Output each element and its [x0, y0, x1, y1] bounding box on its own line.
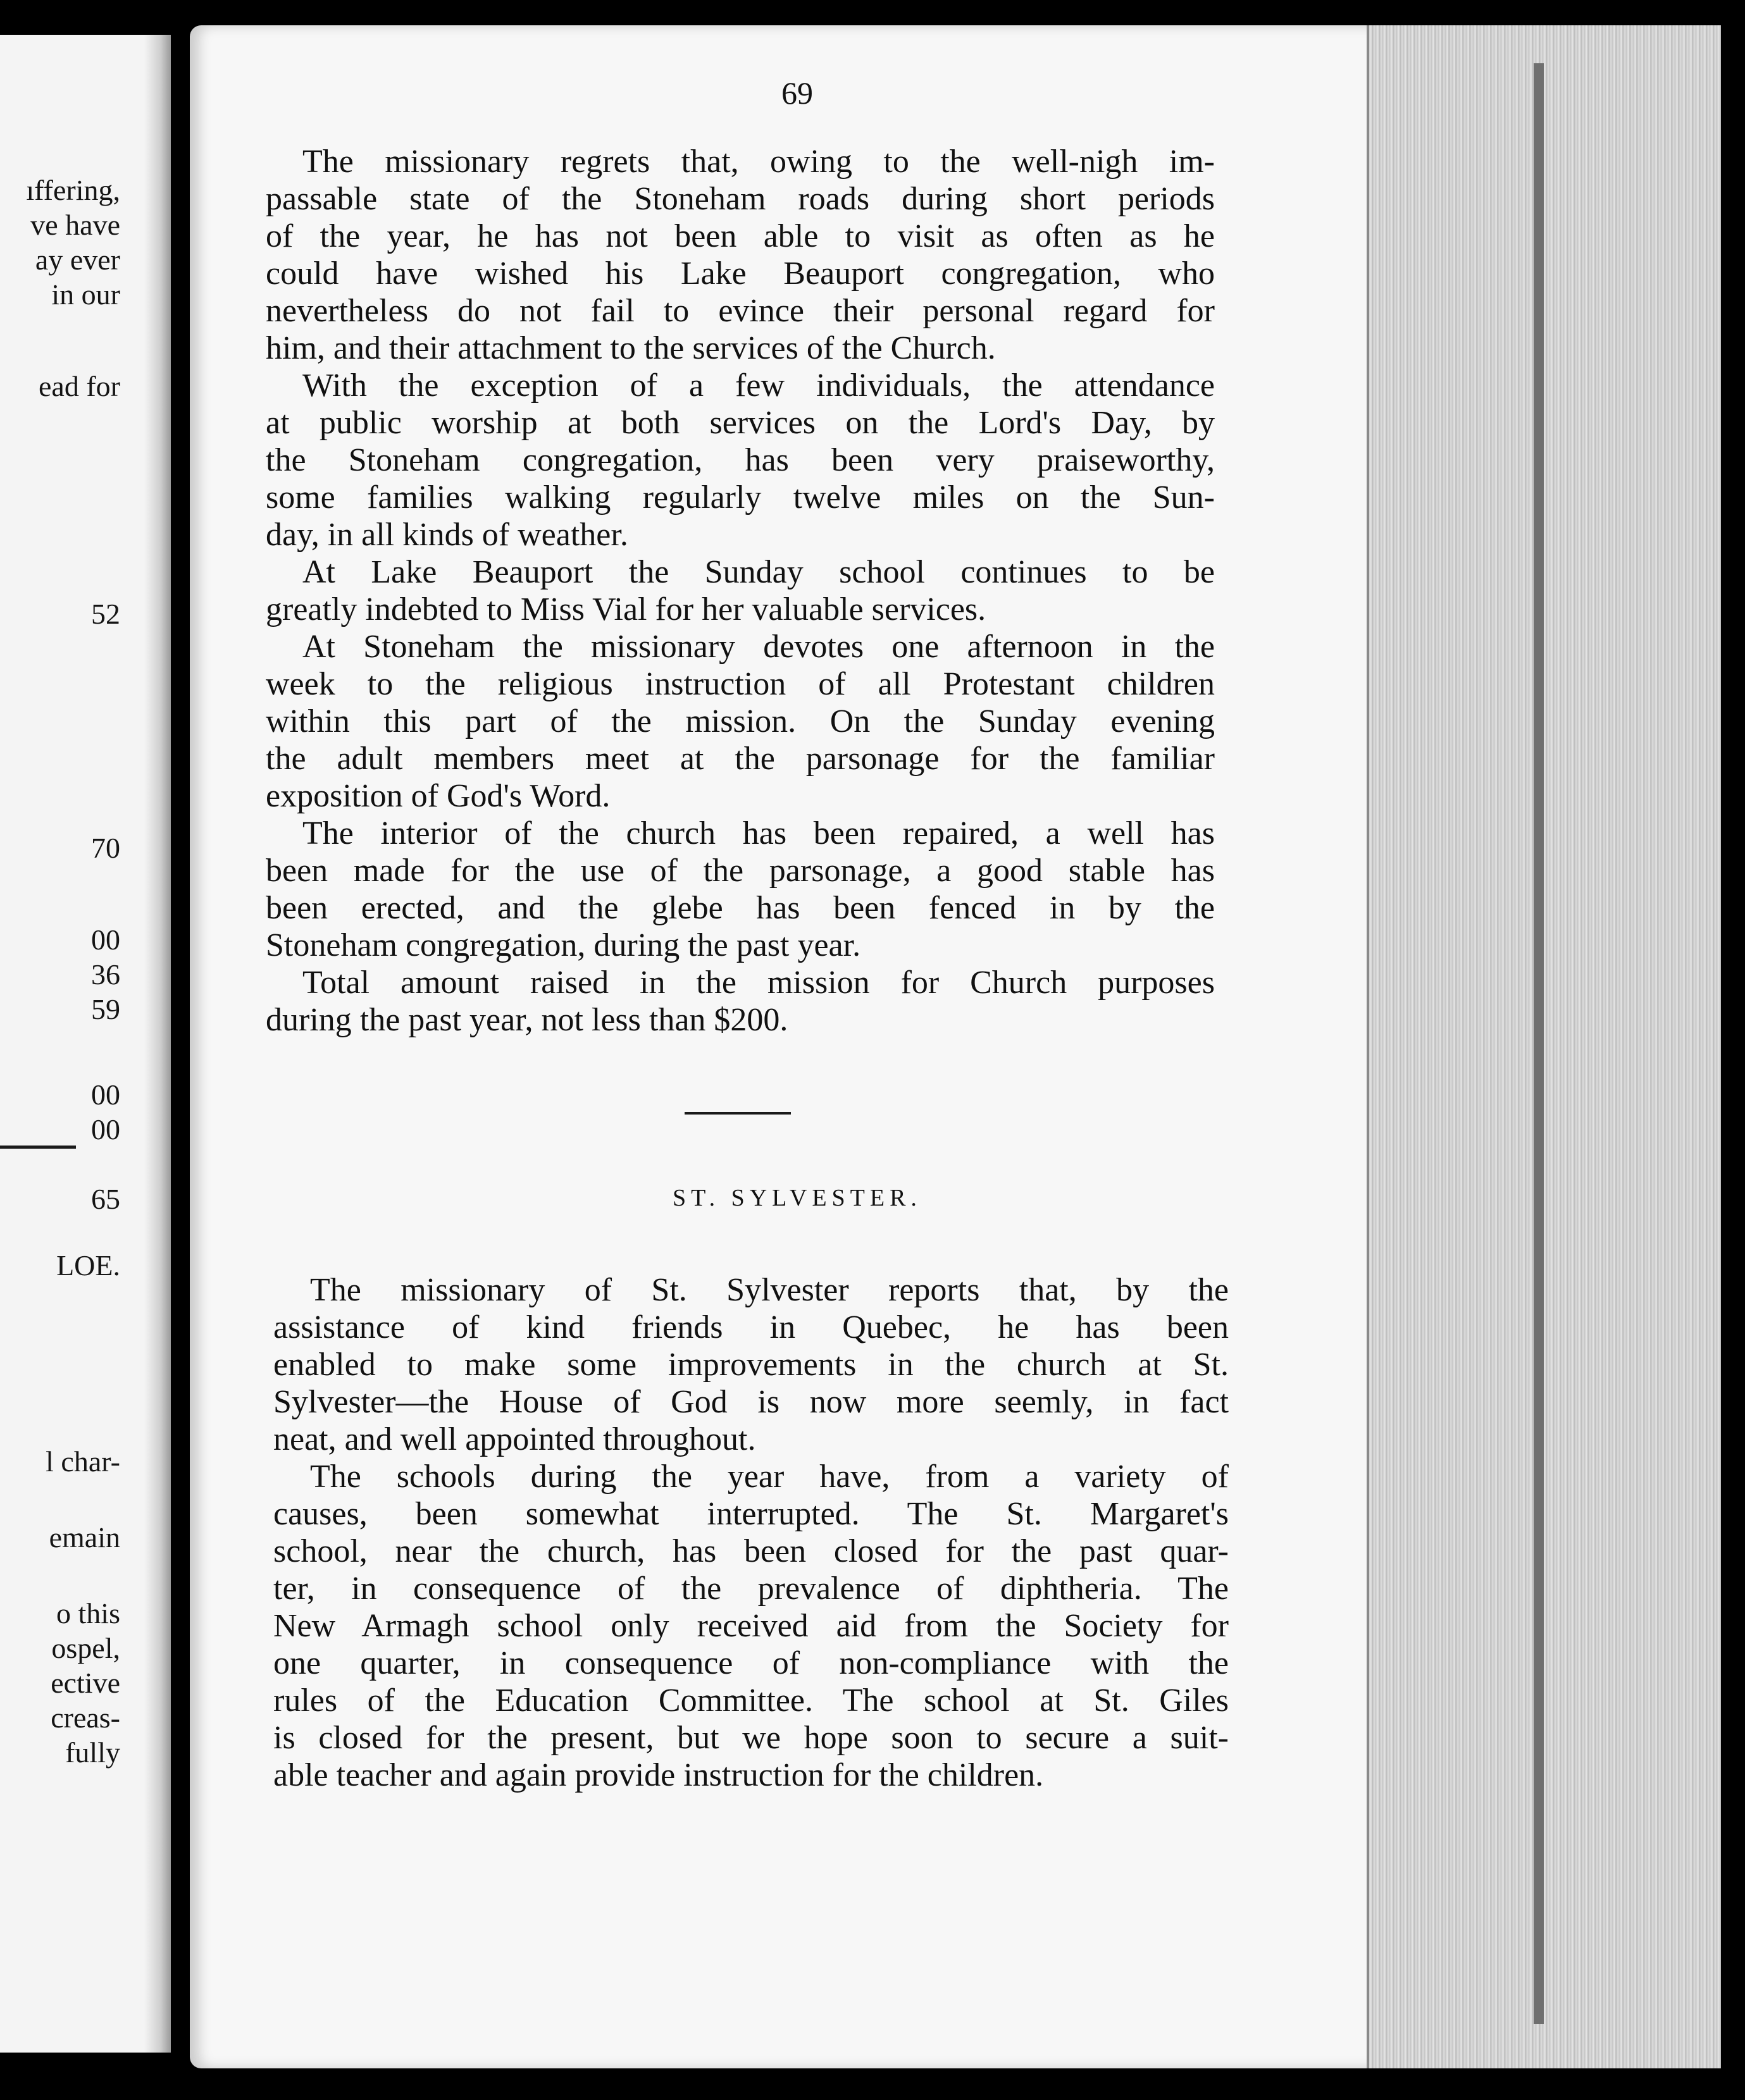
text-line: With the exception of a few individuals, the attendance: [302, 368, 1215, 404]
text-line: school, near the church, has been closed for the past quar-: [273, 1533, 1229, 1569]
text-line: could have wished his Lake Beauport congregation, who: [266, 256, 1215, 292]
text-line: Total amount raised in the mission for Church purposes: [302, 965, 1215, 1001]
left-page-text-fragment: o this: [56, 1597, 120, 1629]
text-line: The schools during the year have, from a variety of: [310, 1459, 1229, 1495]
text-line: some families walking regularly twelve miles on the Sun-: [266, 479, 1215, 516]
paragraph: [266, 628, 1215, 815]
paragraph: [266, 815, 1215, 964]
left-page-rule: [0, 1146, 76, 1149]
left-page-text-fragment: in our: [51, 278, 120, 311]
left-page-text-fragment: emain: [49, 1521, 120, 1553]
section-two-text: [273, 1271, 1229, 1794]
text-line: during the past year, not less than $200.: [266, 1002, 788, 1038]
text-line: passable state of the Stoneham roads during short periods: [266, 181, 1215, 217]
text-line: greatly indebted to Miss Vial for her valuable services.: [266, 591, 986, 627]
left-page-text-fragment: 70: [91, 832, 120, 864]
text-line: At Lake Beauport the Sunday school continues to be: [302, 554, 1215, 590]
page-number: 69: [781, 75, 813, 111]
left-page-text-fragment: l char-: [46, 1445, 120, 1478]
left-page-text-fragment: creas-: [51, 1702, 120, 1734]
left-page-text-fragment: 00: [91, 1078, 120, 1111]
text-line: been made for the use of the parsonage, a good stable has: [266, 853, 1215, 889]
left-gutter-shadow: [144, 35, 171, 2053]
text-line: assistance of kind friends in Quebec, he has been: [273, 1309, 1229, 1345]
text-line: within this part of the mission. On the Sunday evening: [266, 703, 1215, 739]
text-line: him, and their attachment to the services of the Church.: [266, 330, 996, 366]
paragraph: [266, 367, 1215, 553]
text-line: is closed for the present, but we hope soon to secure a suit-: [273, 1720, 1229, 1756]
text-line: exposition of God's Word.: [266, 778, 611, 814]
left-page-text-fragment: 00: [91, 923, 120, 956]
left-page-text-fragment: ospel,: [51, 1632, 120, 1664]
text-line: Sylvester—the House of God is now more seemly, in fact: [273, 1384, 1229, 1420]
text-line: week to the religious instruction of all Protestant children: [266, 666, 1215, 702]
paragraph: [273, 1458, 1229, 1794]
text-line: day, in all kinds of weather.: [266, 517, 628, 553]
text-line: neat, and well appointed throughout.: [273, 1421, 756, 1457]
text-line: New Armagh school only received aid from the Society for: [273, 1608, 1229, 1644]
left-page-fragment: [0, 35, 171, 2053]
paragraph: [266, 964, 1215, 1039]
text-line: The missionary of St. Sylvester reports that, by the: [310, 1272, 1229, 1308]
paragraph: [266, 553, 1215, 628]
left-page-text-fragment: 36: [91, 958, 120, 991]
text-line: ter, in consequence of the prevalence of diphtheria. The: [273, 1571, 1229, 1607]
left-page-text-fragment: ective: [51, 1667, 120, 1699]
left-page-text-fragment: 00: [91, 1113, 120, 1146]
text-line: of the year, he has not been able to visit as often as he: [266, 218, 1215, 254]
text-line: The interior of the church has been repaired, a well has: [302, 815, 1215, 851]
text-line: causes, been somewhat interrupted. The St. Margaret's: [273, 1496, 1229, 1532]
text-line: nevertheless do not fail to evince their personal regard for: [266, 293, 1215, 329]
scan-border: [1721, 0, 1745, 2100]
left-page-text-fragment: ve have: [30, 209, 120, 241]
section-divider-rule: [685, 1112, 791, 1115]
text-line: been erected, and the glebe has been fenced in by the: [266, 890, 1215, 926]
text-line: The missionary regrets that, owing to the well-nigh im-: [302, 144, 1215, 180]
text-line: enabled to make some improvements in the church at St.: [273, 1347, 1229, 1383]
paragraph: [273, 1271, 1229, 1458]
left-page-text-fragment: ıffering,: [26, 174, 120, 206]
left-page-text-fragment: ay ever: [35, 244, 120, 276]
left-page-text-fragment: ead for: [39, 370, 120, 402]
text-line: at public worship at both services on the Lord's Day, by: [266, 405, 1215, 441]
text-line: the adult members meet at the parsonage for the familiar: [266, 741, 1215, 777]
text-line: rules of the Education Committee. The school at St. Giles: [273, 1683, 1229, 1719]
text-line: Stoneham congregation, during the past year.: [266, 927, 861, 963]
page-fore-edge: [1367, 25, 1723, 2068]
left-page-text-fragment: fully: [65, 1736, 120, 1769]
left-page-text-fragment: 65: [91, 1183, 120, 1215]
section-heading: ST. SYLVESTER.: [673, 1185, 922, 1211]
left-page-text-fragment: 52: [91, 598, 120, 630]
text-line: the Stoneham congregation, has been very praiseworthy,: [266, 442, 1215, 478]
text-line: able teacher and again provide instruction for the children.: [273, 1757, 1044, 1793]
text-line: one quarter, in consequence of non-compliance with the: [273, 1645, 1229, 1681]
left-page-text-fragment: LOE.: [56, 1249, 120, 1282]
section-one-text: [266, 143, 1215, 1039]
text-line: At Stoneham the missionary devotes one afternoon in the: [302, 629, 1215, 665]
left-page-text-fragment: 59: [91, 993, 120, 1025]
paragraph: [266, 143, 1215, 367]
